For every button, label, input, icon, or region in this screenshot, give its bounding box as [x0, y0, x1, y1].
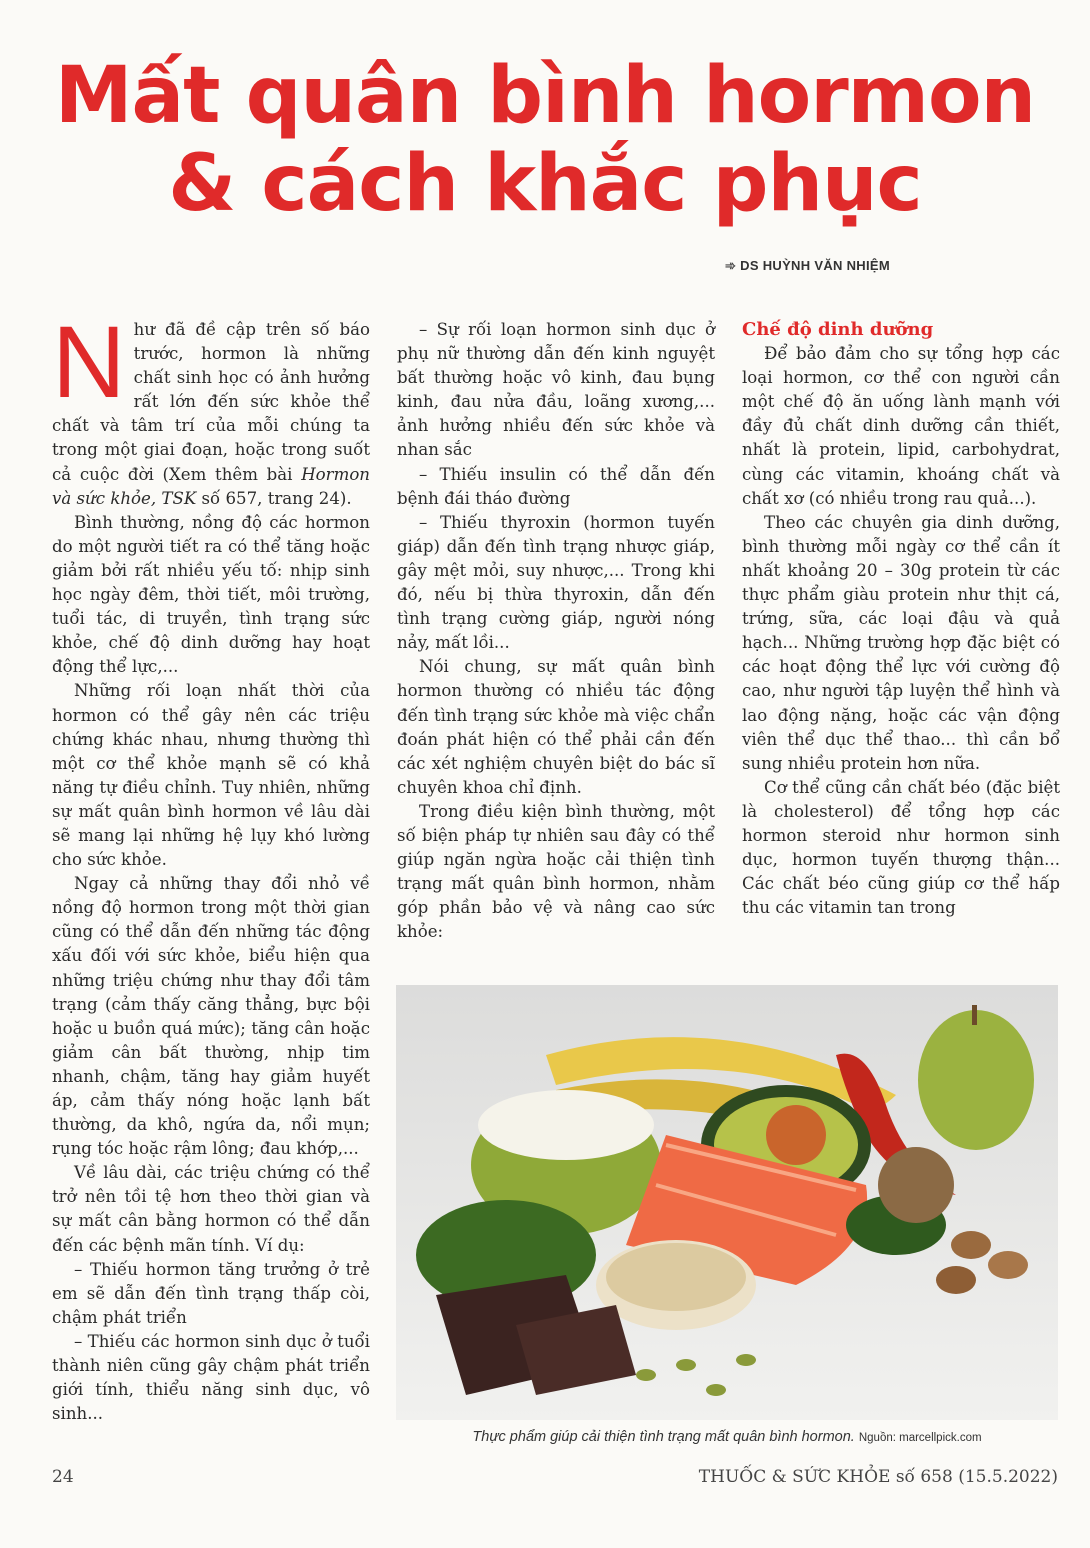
paragraph: Cơ thể cũng cần chất béo (đặc biệt là cholesterol) để tổng hợp các hormon steroid như hormon sinh dục, hormon tuyến thượng thận... Các chất béo cũng giúp cơ thể hấp thu các vitamin tan trong	[742, 777, 1060, 918]
paragraph: Ngay cả những thay đổi nhỏ về nồng độ hormon trong một thời gian cũng có thể dẫn đến những tác động xấu đối với sức khỏe, biểu hiện qua những triệu chứng như thay đổi tâm trạng (cảm thấy căng thẳng, bực bội hoặc u buồn quá mức); tăng cân hoặc giảm cân bất thường, nhịp tim nhanh, chậm, tăng hay giảm huyết áp, cảm thấy nóng hoặc lạnh bất thường, da khô, ngứa da, nổi mụn; rụng tóc hoặc rậm lông; đau khớp,...	[52, 874, 370, 1159]
paragraph: – Thiếu thyroxin (hormon tuyến giáp) dẫn đến tình trạng nhược giáp, gây mệt mỏi, suy nhược,... Trong khi đó, nếu bị thừa thyroxin, dẫn đến tình trạng cường giáp, người nóng nảy, mất lồi...	[397, 512, 715, 653]
paragraph: – Thiếu insulin có thể dẫn đến bệnh đái tháo đường	[397, 464, 715, 508]
column-1	[52, 305, 370, 1426]
footer: THUỐC & SỨC KHỎE số 658 (15.5.2022)	[698, 1467, 1058, 1487]
section-heading: Chế độ dinh dưỡng	[742, 319, 934, 340]
walnut	[878, 1147, 954, 1223]
food-photo	[396, 985, 1058, 1420]
photo-caption: Thực phẩm giúp cải thiện tình trạng mất quân bình hormon. Nguồn: marcellpick.com	[472, 1429, 982, 1445]
pear	[918, 1010, 1034, 1150]
byline	[725, 258, 890, 274]
photo-source: Nguồn: marcellpick.com	[858, 1432, 982, 1444]
paragraph: – Thiếu hormon tăng trưởng ở trẻ em sẽ dẫn đến tình trạng thấp còi, chậm phát triển	[52, 1259, 370, 1327]
paragraph: Để bảo đảm cho sự tổng hợp các loại hormon, cơ thể con người cần một chế độ ăn uống lành mạnh với đầy đủ chất dinh dưỡng cần thiết, nhất là protein, lipid, carbohydrat, cùng các vitamin, khoáng chất và chất xơ (có nhiều trong rau quả...).	[742, 344, 1060, 508]
arrow-icon: ➾	[724, 258, 737, 273]
paragraph: Như đã đề cập trên số báo trước, hormon là những chất sinh học có ảnh hưởng rất lớn đến sức khỏe thể chất và tâm trí của mỗi chúng ta trong một giai đoạn, hoặc trong suốt cả cuộc đời (Xem thêm bài Hormon và sức khỏe, TSK số 657, trang 24).	[52, 305, 370, 508]
paragraph: Về lâu dài, các triệu chứng có thể trở nên tồi tệ hơn theo thời gian và sự mất cân bằng hormon có thể dẫn đến các bệnh mãn tính. Ví dụ:	[52, 1163, 370, 1255]
column-2	[397, 318, 715, 944]
paragraph: Bình thường, nồng độ các hormon do một người tiết ra có thể tăng hoặc giảm bởi rất nhiều yếu tố: nhịp sinh học ngày đêm, thời tiết, môi trường, tuổi tác, di truyền, tình trạng sức khỏe, chế độ dinh dưỡng hay hoạt động thể lực,...	[52, 512, 370, 677]
almond	[951, 1231, 991, 1259]
column-3	[742, 318, 1060, 920]
author: DS HUỲNH VĂN NHIỆM	[740, 258, 890, 273]
title-line-1: Mất quân bình hormon	[54, 51, 1036, 141]
paragraph: Nói chung, sự mất quân bình hormon thường có nhiều tác động đến tình trạng sức khỏe mà việc chẩn đoán phát hiện có thể phải cần đến các xét nghiệm chuyên biệt do bác sĩ chuyên khoa chỉ định.	[397, 657, 715, 797]
food-illustration	[396, 985, 1058, 1420]
article-title	[0, 52, 1090, 228]
paragraph: – Sự rối loạn hormon sinh dục ở phụ nữ thường dẫn đến kinh nguyệt bất thường hoặc vô kinh, đau bụng kinh, đau nửa đầu, loãng xương,... ảnh hưởng nhiều đến sức khỏe và nhan sắc	[397, 320, 715, 460]
title-line-2: & cách khắc phục	[168, 139, 922, 229]
paragraph: – Thiếu các hormon sinh dục ở tuổi thành niên cũng gây chậm phát triển giới tính, thiểu năng sinh dục, vô sinh...	[52, 1331, 370, 1424]
page-number: 24	[52, 1467, 74, 1487]
dropcap: N	[52, 305, 126, 419]
paragraph: Theo các chuyên gia dinh dưỡng, bình thường mỗi ngày cơ thể cần ít nhất khoảng 20 – 30g protein từ các thực phẩm giàu protein như thịt cá, trứng, sữa, các loại đậu và quả hạch... Những trường hợp đặc biệt có các hoạt động thể lực với cường độ cao, như người tập luyện thể hình và lao động nặng, hoặc các vận động viên thể dục thể thao... thì cần bổ sung nhiều protein hơn nữa.	[742, 512, 1060, 773]
paragraph: Trong điều kiện bình thường, một số biện pháp tự nhiên sau đây có thể giúp ngăn ngừa hoặc cải thiện tình trạng mất quân bình hormon, nhằm góp phần bảo vệ và nâng cao sức khỏe:	[397, 801, 715, 942]
paragraph: Những rối loạn nhất thời của hormon có thể gây nên các triệu chứng khác nhau, nhưng thường thì một cơ thể khỏe mạnh sẽ có khả năng tự điều chỉnh. Tuy nhiên, những sự mất quân bình hormon về lâu dài sẽ mang lại những hệ lụy khó lường cho sức khỏe.	[52, 681, 370, 870]
